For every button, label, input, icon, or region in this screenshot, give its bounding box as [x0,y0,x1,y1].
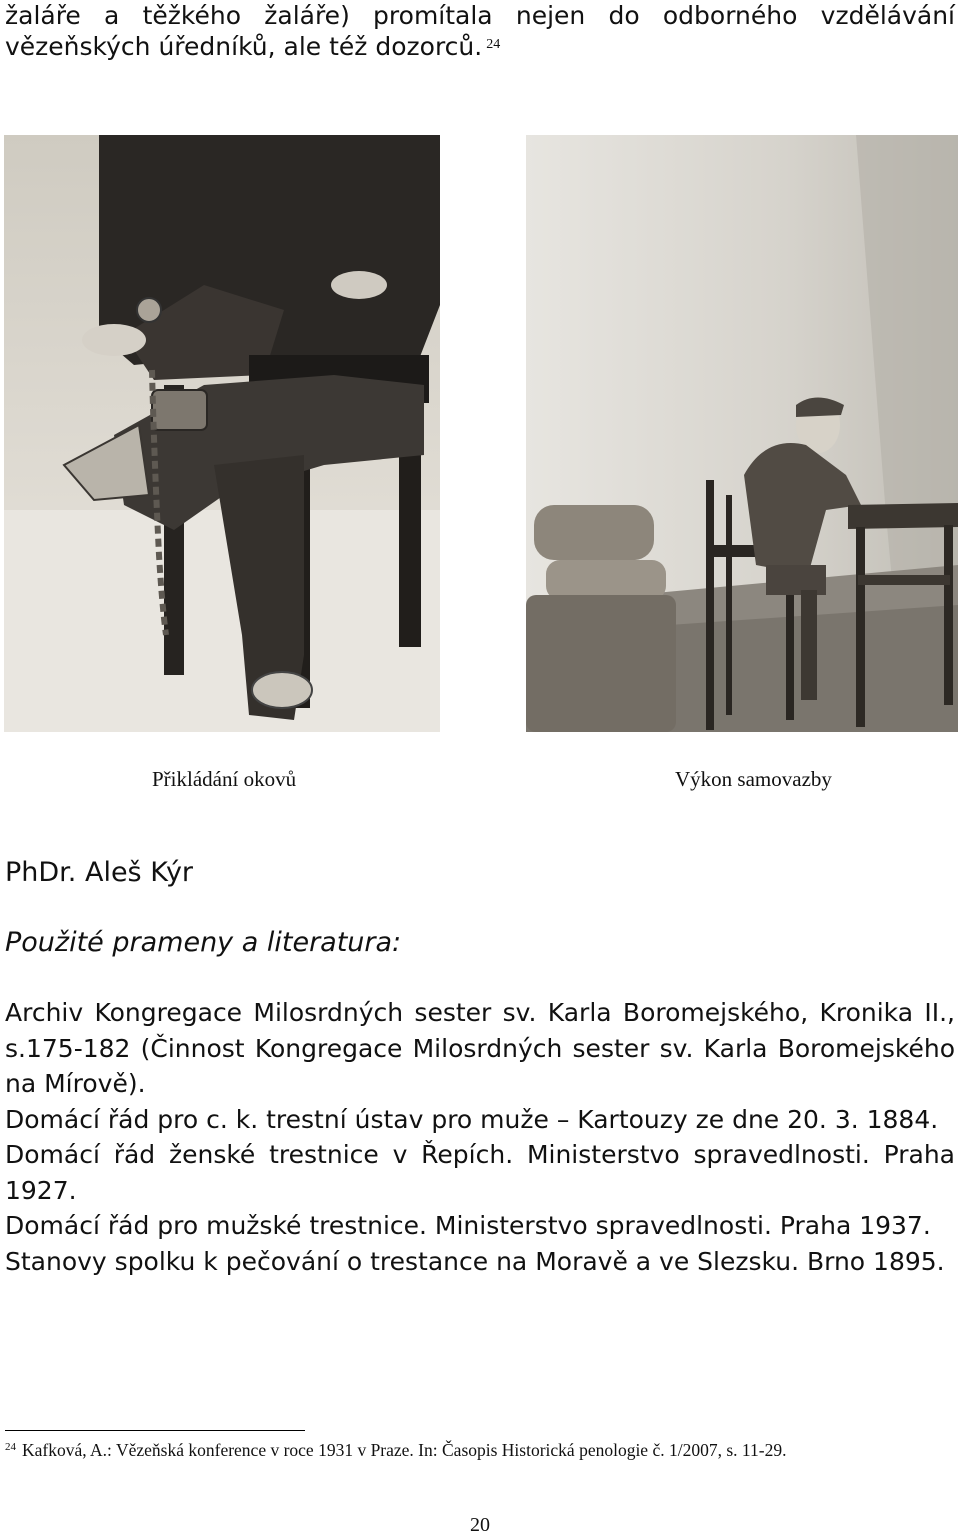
literature-item: Domácí řád pro c. k. trestní ústav pro muže – Kartouzy ze dne 20. 3. 1884. [5,1104,939,1134]
figure-caption-solitary: Výkon samovazby [675,767,832,791]
literature-list [5,995,955,1279]
literature-item: Archiv Kongregace Milosrdných sester sv. Karla Boromejského, Kronika II., s.175-182 (Činnost Kongregace Milosrdných sester sv. Karla Boromejského na Mírově). [5,998,955,1098]
intro-line-1: žaláře a těžkého žaláře) promítala nejen do odborného vzdělávání [5,1,955,30]
footnote-text: Kafková, A.: Vězeňská konference v roce 1931 v Praze. In: Časopis Historická penologie č. 1/2007, s. 11-29. [22,1440,787,1460]
author-name: PhDr. Aleš Kýr [5,857,194,888]
photo-solitary-confinement-image [526,135,958,732]
footnote-ref[interactable]: 24 [486,37,501,52]
photo-shackling-image [4,135,440,732]
page-number: 20 [470,1514,490,1536]
footnote-number: 24 [5,1441,16,1453]
figure-caption-shackling: Přikládání okovů [152,767,297,791]
intro-line-2 [5,31,955,62]
literature-item: Domácí řád ženské trestnice v Řepích. Ministerstvo spravedlnosti. Praha 1927. [5,1140,955,1205]
photo-shackling [4,135,440,732]
photo-solitary-confinement [526,135,958,732]
footnote-divider [5,1430,305,1431]
intro-paragraph [5,0,955,62]
footnote [5,1439,786,1461]
intro-line-2-text: vězeňských úředníků, ale též dozorců. [5,32,483,61]
literature-item: Stanovy spolku k pečování o trestance na Moravě a ve Slezsku. Brno 1895. [5,1246,945,1276]
literature-item: Domácí řád pro mužské trestnice. Ministerstvo spravedlnosti. Praha 1937. [5,1211,931,1240]
literature-heading: Použité prameny a literatura: [5,927,402,958]
